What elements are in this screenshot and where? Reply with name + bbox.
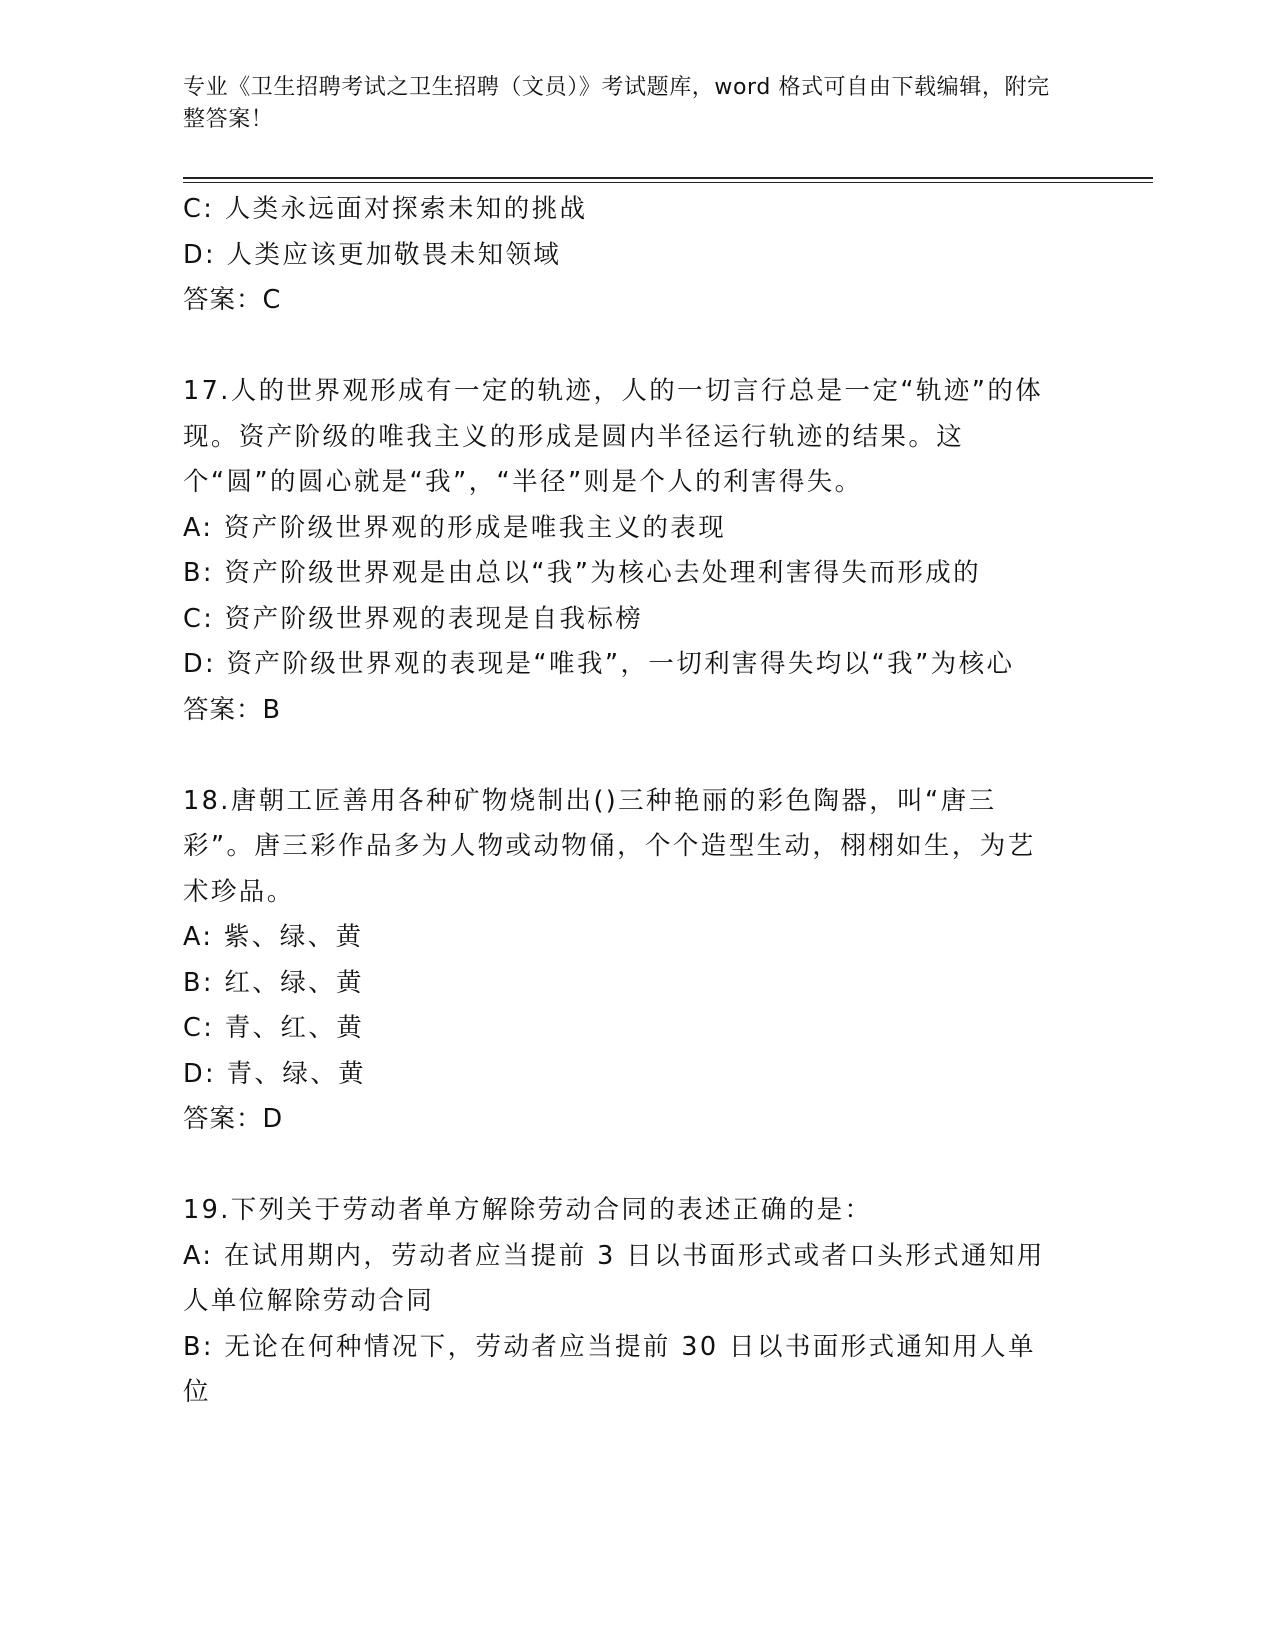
option-a: A: 资产阶级世界观的形成是唯我主义的表现 [183, 512, 727, 543]
answer-line: 答案：C [183, 285, 282, 315]
header-rule-thin [183, 182, 1153, 183]
answer-line: 答案：D [183, 1104, 284, 1134]
option-b: B: 红、绿、黄 [183, 967, 364, 998]
option-c: C: 资产阶级世界观的表现是自我标榜 [183, 603, 644, 634]
header-rule [183, 177, 1153, 179]
question-stem: 17.人的世界观形成有一定的轨迹，人的一切言行总是一定“轨迹”的体现。资产阶级的唯我主义的形成是圆内半径运行轨迹的结果。这个“圆”的圆心就是“我”，“半径”则是个人的利害得失。 [183, 376, 1044, 497]
question-stem: 18.唐朝工匠善用各种矿物烧制出()三种艳丽的彩色陶器，叫“唐三彩”。唐三彩作品多为人物或动物俑，个个造型生动，栩栩如生，为艺术珍品。 [183, 785, 1036, 907]
option-c: C: 人类永远面对探索未知的挑战 [183, 194, 588, 224]
option-a: A: 在试用期内，劳动者应当提前 3 日以书面形式或者口头形式通知用人单位解除劳动合同 [183, 1240, 1045, 1316]
question-stem: 19.下列关于劳动者单方解除劳动合同的表述正确的是： [183, 1195, 873, 1225]
option-a: A: 紫、绿、黄 [183, 922, 364, 952]
option-c: C: 青、红、黄 [183, 1013, 365, 1043]
option-b: B: 资产阶级世界观是由总以“我”为核心去处理利害得失而形成的 [183, 558, 982, 588]
option-d: D: 资产阶级世界观的表现是“唯我”，一切利害得失均以“我”为核心 [183, 649, 1015, 679]
answer-line: 答案：B [183, 694, 281, 725]
option-d: D: 青、绿、黄 [183, 1058, 367, 1089]
document-body [183, 187, 1063, 1416]
option-b: B: 无论在何种情况下，劳动者应当提前 30 日以书面形式通知用人单位 [183, 1331, 1036, 1407]
option-d: D: 人类应该更加敬畏未知领域 [183, 239, 562, 270]
page-header: 专业《卫生招聘考试之卫生招聘（文员）》考试题库，word 格式可自由下载编辑，附完整答案！ [183, 75, 1050, 132]
